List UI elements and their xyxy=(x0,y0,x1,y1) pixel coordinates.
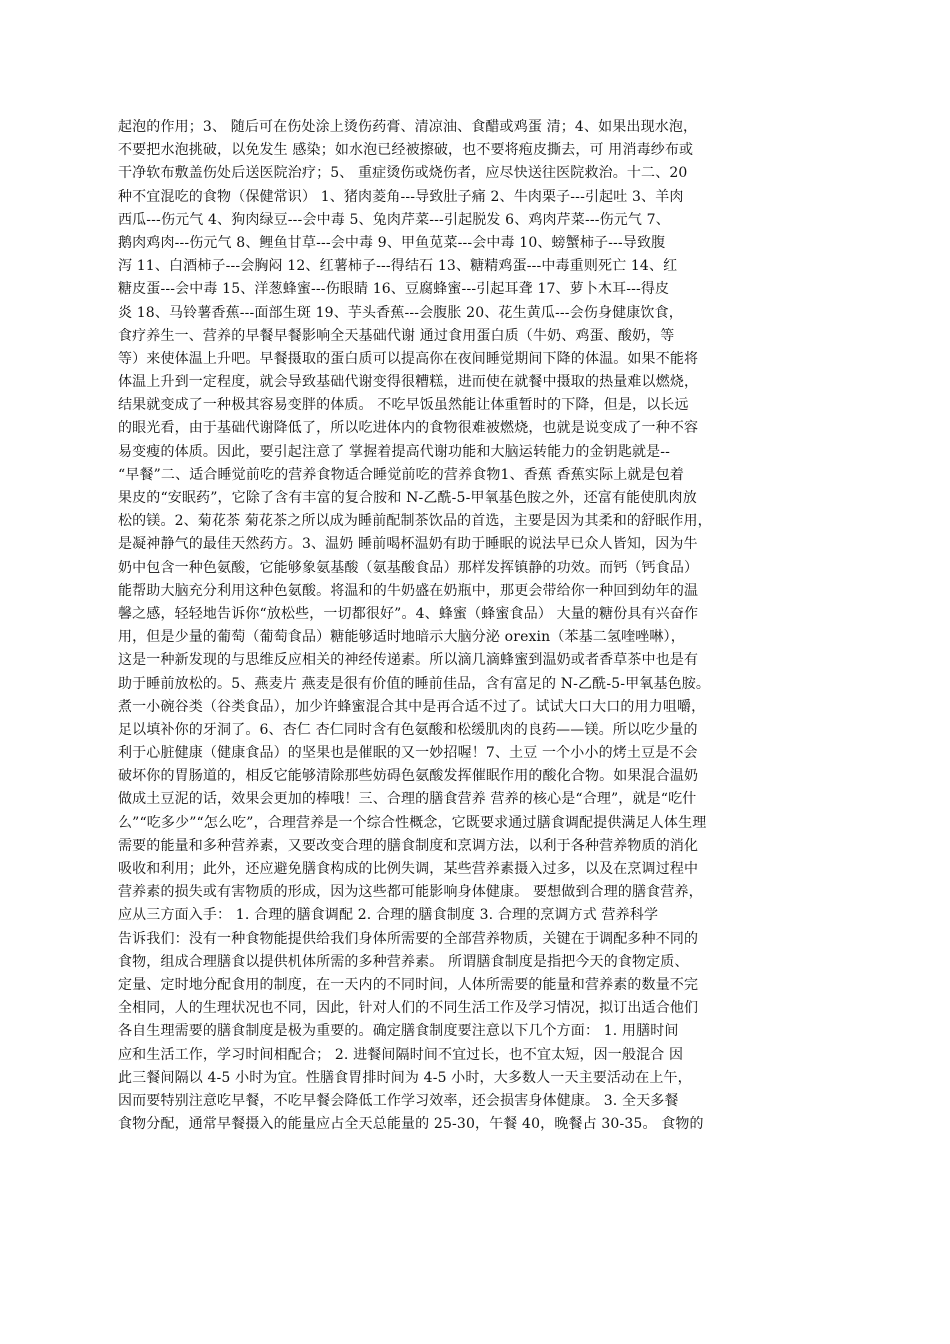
text-line: 应从三方面入手： 1. 合理的膳食调配 2. 合理的膳食制度 3. 合理的烹调方式 营养科学 xyxy=(118,907,659,924)
text-line: 用，但是少量的葡萄（葡萄食品）糖能够适时地暗示大脑分泌 orexin（苯基二氢喹唑啉）， xyxy=(118,629,685,646)
text-line: 需要的能量和多种营养素，又要改变合理的膳食制度和烹调方法，以利于各种营养物质的消化 xyxy=(118,837,699,854)
text-line: 因而要特别注意吃早餐，不吃早餐会降低工作学习效率，还会损害身体健康。 3. 全天多餐 xyxy=(118,1092,679,1109)
text-line: 能帮助大脑充分利用这种色氨酸。将温和的牛奶盛在奶瓶中，那更会带给你一种回到幼年的温 xyxy=(118,582,699,599)
text-line: 吸收和利用；此外，还应避免膳食构成的比例失调，某些营养素摄入过多，以及在烹调过程中 xyxy=(118,861,699,877)
text-line: 这是一种新发现的与思维反应相关的神经传递素。所以滴几滴蜂蜜到温奶或者香草茶中也是有 xyxy=(118,652,699,669)
text-line: 奶中包含一种色氨酸，它能够象氨基酸（氨基酸食品）那样发挥镇静的功效。而钙（钙食品） xyxy=(118,559,699,576)
text-line: 馨之感，轻轻地告诉你“放松些，一切都很好”。4、蜂蜜（蜂蜜食品） 大量的糖份具有兴奋作 xyxy=(118,605,699,622)
text-line: 定量、定时地分配食用的制度，在一天内的不同时间，人体所需要的能量和营养素的数量不完 xyxy=(118,976,699,993)
text-line: 泻 11、白酒柿子---会胸闷 12、红薯柿子---得结石 13、糖精鸡蛋---中毒重则死亡 14、红 xyxy=(118,258,678,275)
text-line: 营养素的损失或有害物质的形成，因为这些都可能影响身体健康。 要想做到合理的膳食营养， xyxy=(118,884,703,901)
text-line: 种不宜混吃的食物（保健常识） 1、猪肉菱角---导致肚子痛 2、牛肉栗子---引起吐 3、羊肉 xyxy=(118,188,684,205)
text-line: 利于心脏健康（健康食品）的坚果也是催眠的又一妙招喔！7、土豆 一个小小的烤土豆是不会 xyxy=(118,745,698,762)
text-line: 鹅肉鸡肉---伤元气 8、鲤鱼甘草---会中毒 9、甲鱼苋菜---会中毒 10、螃蟹柿子---导致腹 xyxy=(118,234,666,251)
text-line: 么”“吃多少”“怎么吃”，合理营养是一个综合性概念，它既要求通过膳食调配提供满足人体生理 xyxy=(118,814,707,831)
text-line: 食物，组成合理膳食以提供机体所需的多种营养素。 所谓膳食制度是指把今天的食物定质、 xyxy=(118,953,689,970)
text-line: 西瓜---伤元气 4、狗肉绿豆---会中毒 5、兔肉芹菜---引起脱发 6、鸡肉芹菜---伤元气 7、 xyxy=(118,211,670,228)
text-line: 结果就变成了一种极其容易变胖的体质。 不吃早饭虽然能让体重暂时的下降，但是，以长远 xyxy=(118,397,689,414)
text-line: 干净软布敷盖伤处后送医院治疗；5、 重症烫伤或烧伤者，应尽快送往医院救治。十二、20 xyxy=(118,165,688,182)
text-line: 松的镁。2、菊花茶 菊花茶之所以成为睡前配制茶饮品的首选，主要是因为其柔和的舒眠作用， xyxy=(118,513,712,530)
text-line: 告诉我们：没有一种食物能提供给我们身体所需要的全部营养物质，关键在于调配多种不同的 xyxy=(118,930,699,947)
text-line: 是凝神静气的最佳天然药方。3、温奶 睡前喝杯温奶有助于睡眠的说法早已众人皆知，因为牛 xyxy=(118,536,698,553)
text-line: 体温上升到一定程度，就会导致基础代谢变得很糟糕，进而使在就餐中摄取的热量难以燃烧， xyxy=(118,374,699,391)
text-line: 糖皮蛋---会中毒 15、洋葱蜂蜜---伤眼睛 16、豆腐蜂蜜---引起耳聋 17、萝卜木耳---得皮 xyxy=(118,281,670,298)
text-line: 食物分配，通常早餐摄入的能量应占全天总能量的 25-30，午餐 40，晚餐占 30-35。 食物的 xyxy=(118,1116,704,1133)
text-line: 应和生活工作，学习时间相配合； 2. 进餐间隔时间不宜过长，也不宜太短，因一般混合 因 xyxy=(118,1046,684,1063)
text-line: 易变瘦的体质。因此，要引起注意了 掌握着提高代谢功能和大脑运转能力的金钥匙就是-- xyxy=(118,443,671,460)
text-line: 助于睡前放松的。5、燕麦片 燕麦是很有价值的睡前佳品，含有富足的 N-乙酰-5-甲氧基色胺。 xyxy=(118,675,711,692)
body-text xyxy=(118,116,813,1136)
text-line: “早餐”二、适合睡觉前吃的营养食物适合睡觉前吃的营养食物1、香蕉 香蕉实际上就是包着 xyxy=(118,466,684,483)
text-line: 的眼光看，由于基础代谢降低了，所以吃进体内的食物很难被燃烧，也就是说变成了一种不容 xyxy=(118,420,699,437)
text-line: 足以填补你的牙洞了。6、杏仁 杏仁同时含有色氨酸和松缓肌肉的良药——镁。所以吃少量的 xyxy=(118,721,698,738)
text-line: 全相同，人的生理状况也不同，因此，针对人们的不同生活工作及学习情况，拟订出适合他们 xyxy=(118,1000,699,1017)
text-line: 此三餐间隔以 4-5 小时为宜。性膳食胃排时间为 4-5 小时，大多数人一天主要活动在上午， xyxy=(118,1069,692,1086)
text-line: 不要把水泡挑破，以免发生 感染；如水泡已经被擦破，也不要将疱皮撕去，可 用消毒纱布或 xyxy=(118,142,694,159)
text-line: 破坏你的胃肠道的，相反它能够清除那些妨碍色氨酸发挥催眠作用的酸化合物。如果混合温奶 xyxy=(118,768,699,785)
text-line: 煮一小碗谷类（谷类食品），加少许蜂蜜混合其中是再合适不过了。试试大口大口的用力咀嚼， xyxy=(118,698,706,715)
text-line: 等）来使体温上升吧。早餐摄取的蛋白质可以提高你在夜间睡觉期间下降的体温。如果不能将 xyxy=(118,350,699,367)
text-line: 起泡的作用；3、 随后可在伤处涂上烫伤药膏、清凉油、食醋或鸡蛋 清；4、如果出现水泡， xyxy=(118,119,698,135)
text-line: 炎 18、马铃薯香蕉---面部生斑 19、芋头香蕉---会腹胀 20、花生黄瓜---会伤身健康饮食， xyxy=(118,304,683,321)
text-line: 果皮的“安眠药”，它除了含有丰富的复合胺和 N-乙酰-5-甲氧基色胺之外，还富有能使肌肉放 xyxy=(118,490,697,506)
text-line: 各自生理需要的膳食制度是极为重要的。确定膳食制度要注意以下几个方面： 1. 用膳时间 xyxy=(118,1023,679,1040)
text-line: 食疗养生一、营养的早餐早餐影响全天基础代谢 通过食用蛋白质（牛奶、鸡蛋、酸奶，等 xyxy=(118,327,675,344)
text-line: 做成土豆泥的话，效果会更加的棒哦！三、合理的膳食营养 营养的核心是“合理”，就是“吃什 xyxy=(118,791,697,808)
